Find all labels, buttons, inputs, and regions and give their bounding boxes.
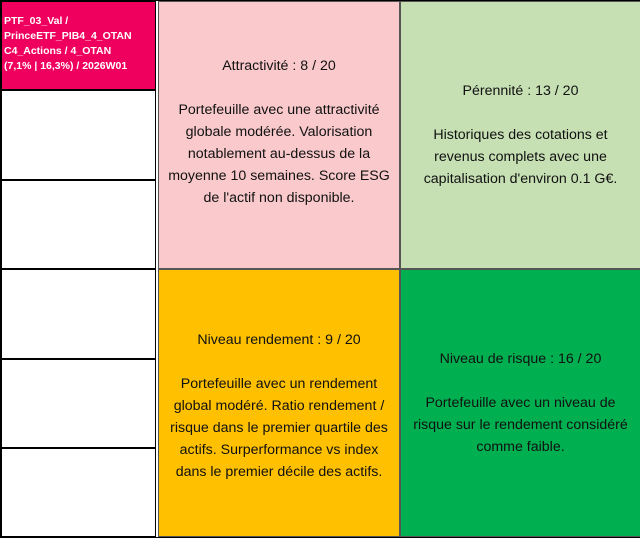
portfolio-line-1: PTF_03_Val /: [4, 15, 69, 27]
risque-quadrant: [400, 269, 640, 537]
rendement-quadrant: [158, 269, 400, 537]
empty-cell-1[interactable]: [1, 90, 156, 180]
empty-cell-4[interactable]: [1, 359, 156, 448]
portfolio-line-4: (7,1% | 16,3%) / 2026W01: [4, 60, 128, 72]
portfolio-line-3: C4_Actions / 4_OTAN: [4, 45, 112, 57]
rendement-title: Niveau rendement : 9 / 20: [197, 332, 361, 348]
portfolio-header-cell[interactable]: [1, 1, 156, 90]
perennite-title: Pérennité : 13 / 20: [462, 83, 579, 99]
empty-cell-2[interactable]: [1, 180, 156, 269]
portfolio-line-2: PrinceETF_PIB4_4_OTAN: [4, 30, 132, 42]
risque-title: Niveau de risque : 16 / 20: [439, 351, 602, 367]
attractivite-title: Attractivité : 8 / 20: [222, 58, 336, 74]
left-column: [1, 1, 158, 537]
risque-body: Portefeuille avec un niveau de risque sur le rendement considéré comme faible.: [413, 395, 628, 455]
attractivite-quadrant: [158, 1, 400, 269]
empty-cell-3[interactable]: [1, 269, 156, 359]
perennite-body: Historiques des cotations et revenus complets avec une capitalisation d'environ 0.1 G€.: [423, 127, 618, 187]
attractivite-body: Portefeuille avec une attractivité globale modérée. Valorisation notablement au-dessus de la moyenne 10 semaines. Score ESG de l'actif non disponible.: [168, 102, 390, 206]
empty-cell-5[interactable]: [1, 448, 156, 537]
perennite-quadrant: [400, 1, 640, 269]
rendement-body: Portefeuille avec un rendement global modéré. Ratio rendement / risque dans le premier quartile des actifs. Surperformance vs index dans le premier décile des actifs.: [170, 376, 388, 480]
